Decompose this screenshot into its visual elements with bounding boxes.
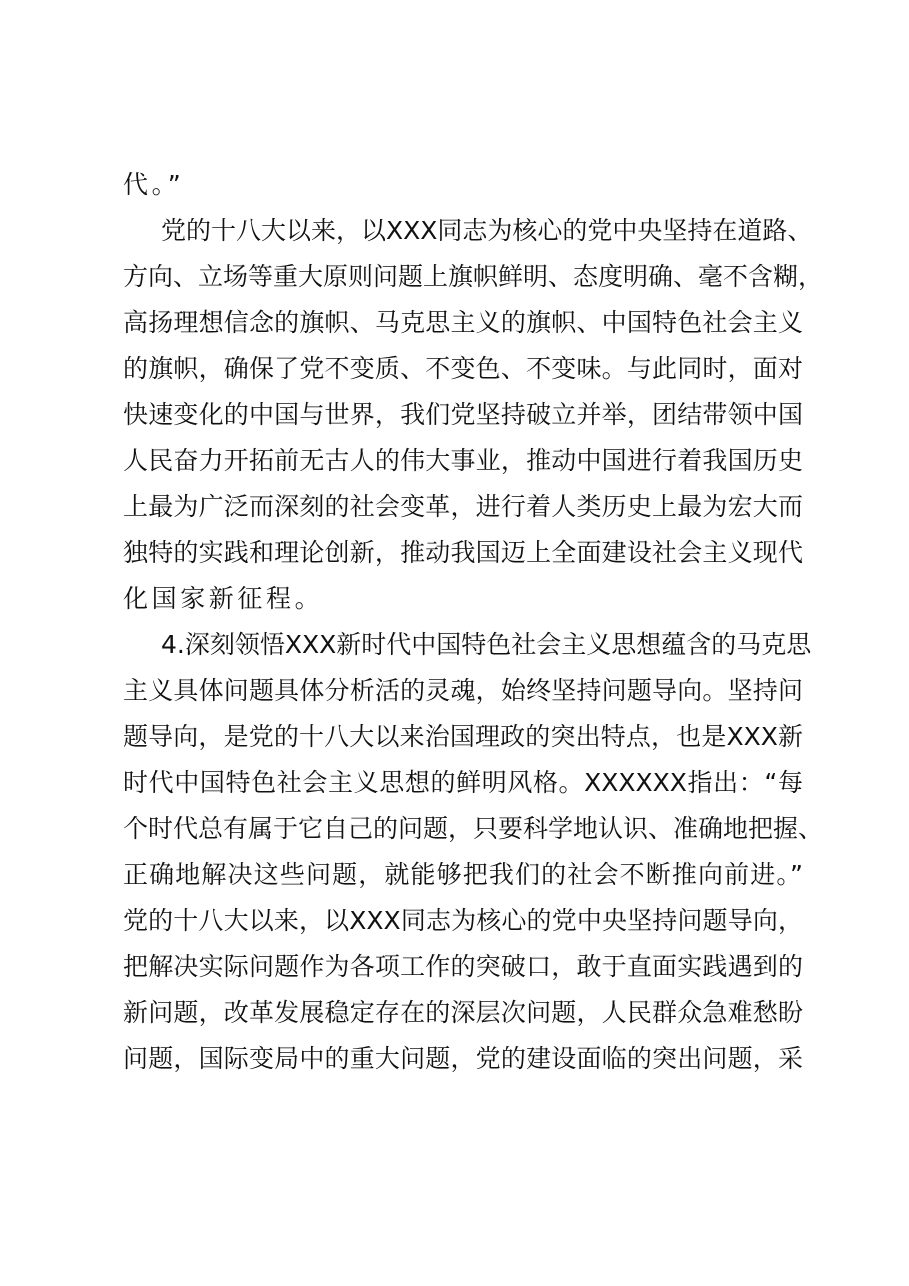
text-line: 主义具体问题具体分析活的灵魂，始终坚持问题导向。坚持问 <box>123 676 803 705</box>
text-line: 的旗帜，确保了党不变质、不变色、不变味。与此同时，面对 <box>123 354 803 383</box>
text-line: 方向、立场等重大原则问题上旗帜鲜明、态度明确、毫不含糊， <box>123 262 824 291</box>
text-line: 题导向，是党的十八大以来治国理政的突出特点，也是XXX新 <box>123 722 803 751</box>
text-line: 4.深刻领悟XXX新时代中国特色社会主义思想蕴含的马克思 <box>161 630 812 659</box>
text-line: 高扬理想信念的旗帜、马克思主义的旗帜、中国特色社会主义 <box>123 308 803 337</box>
text-line: 问题，国际变局中的重大问题，党的建设面临的突出问题，采 <box>123 1044 803 1073</box>
text-line: 个时代总有属于它自己的问题，只要科学地认识、准确地把握、 <box>123 814 824 843</box>
text-line: 上最为广泛而深刻的社会变革，进行着人类历史上最为宏大而 <box>123 492 803 521</box>
text-line: 党的十八大以来，以XXX同志为核心的党中央坚持问题导向， <box>123 906 803 935</box>
text-line: 新问题，改革发展稳定存在的深层次问题，人民群众急难愁盼 <box>123 998 803 1027</box>
text-line: 把解决实际问题作为各项工作的突破口，敢于直面实践遇到的 <box>123 952 803 981</box>
text-line: 党的十八大以来，以XXX同志为核心的党中央坚持在道路、 <box>161 216 813 245</box>
text-line: 人民奋力开拓前无古人的伟大事业，推动中国进行着我国历史 <box>123 446 803 475</box>
text-line: 快速变化的中国与世界，我们党坚持破立并举，团结带领中国 <box>123 400 803 429</box>
text-line: 时代中国特色社会主义思想的鲜明风格。XXXXXX指出：“每 <box>123 768 803 797</box>
text-line: 化国家新征程。 <box>123 584 324 613</box>
text-line: 独特的实践和理论创新，推动我国迈上全面建设社会主义现代 <box>123 538 803 567</box>
body-text <box>123 162 824 1082</box>
text-line: 代。” <box>123 170 185 199</box>
text-line: 正确地解决这些问题，就能够把我们的社会不断推向前进。” <box>123 860 803 889</box>
